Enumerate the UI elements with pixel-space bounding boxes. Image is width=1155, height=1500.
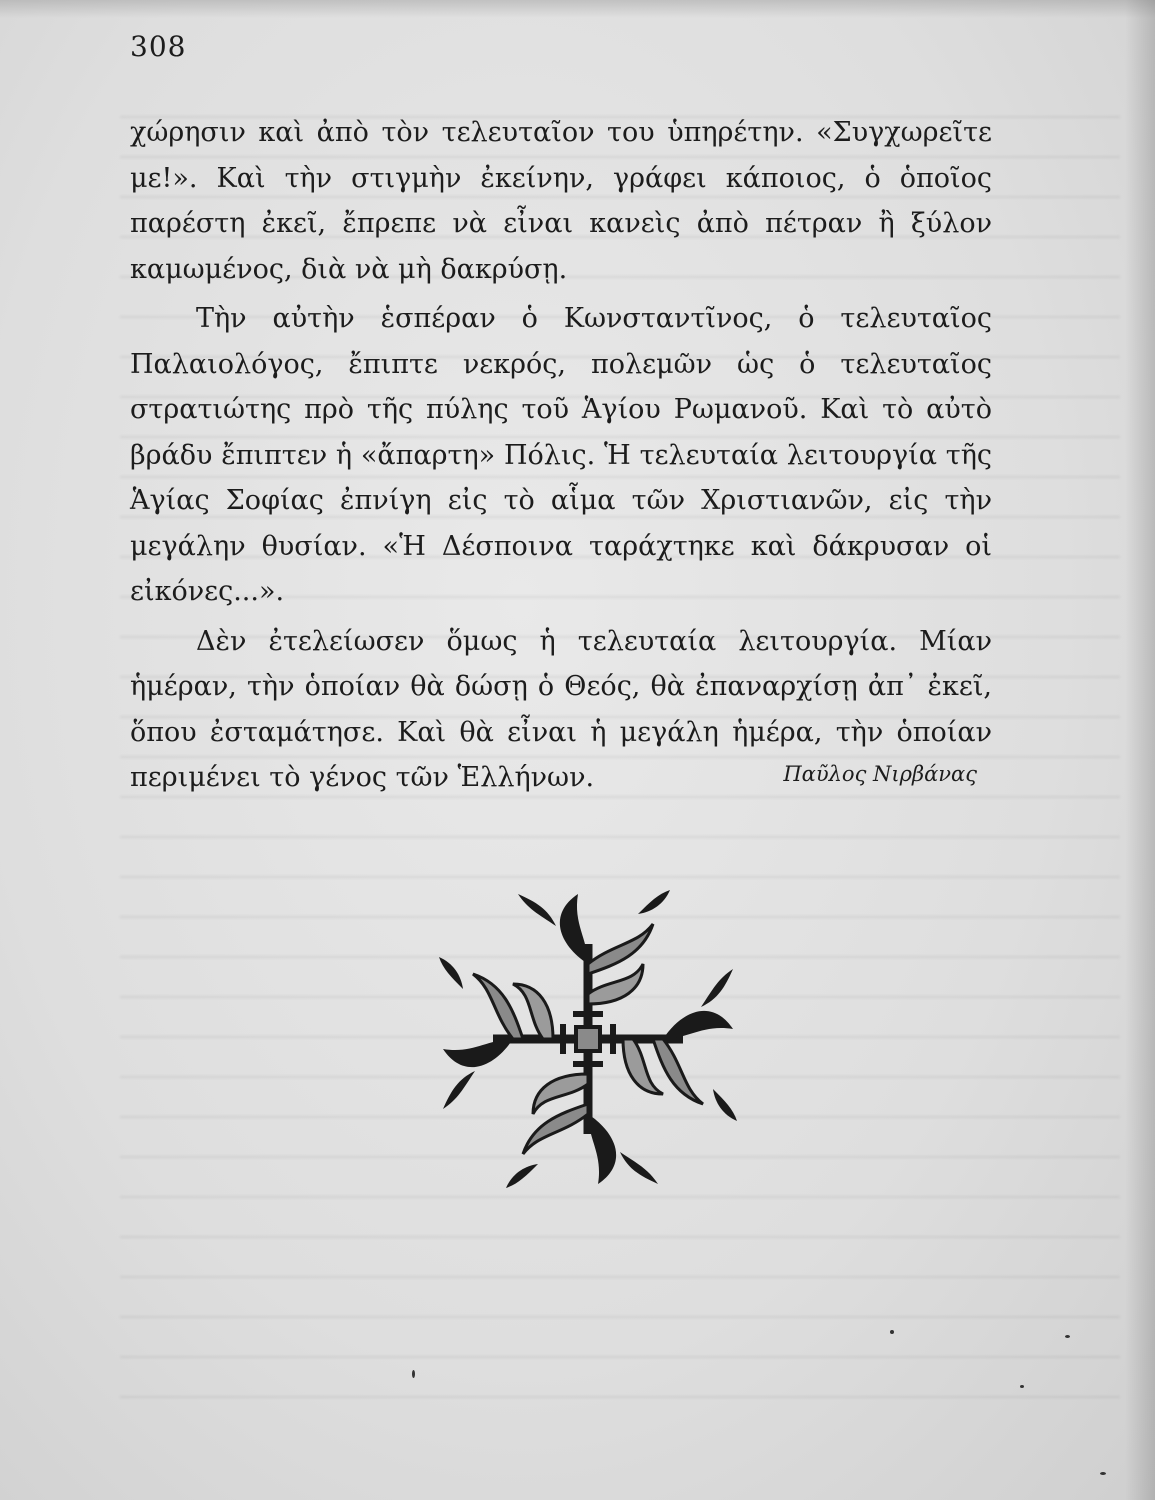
- page-top-shadow: [0, 0, 1155, 18]
- ink-speck: [890, 1330, 894, 1334]
- ink-speck: [1100, 1472, 1106, 1475]
- ink-speck: [412, 1370, 415, 1378]
- author-signature: Παῦλος Νιρβάνας: [783, 762, 977, 786]
- ink-speck: [1020, 1385, 1024, 1388]
- body-text: [130, 110, 992, 801]
- paragraph-1: χώρησιν καὶ ἀπὸ τὸν τελευταῖον του ὑπηρέτην. «Συγχωρεῖτε με!». Καὶ τὴν στιγμὴν ἐκείνην, γράφει κάποιος, ὁ ὁποῖος παρέστη ἐκεῖ, ἔπρεπε νὰ εἶναι κανεὶς ἀπὸ πέτραν ἢ ξύλον καμωμένος, διὰ νὰ μὴ δακρύσῃ.: [130, 117, 992, 285]
- ink-speck: [1065, 1335, 1070, 1338]
- floral-ornament-icon: [438, 884, 738, 1194]
- paragraph-3: Δὲν ἐτελείωσεν ὅμως ἡ τελευταία λειτουργία. Μίαν ἡμέραν, τὴν ὁποίαν θὰ δώσῃ ὁ Θεός, θὰ ἐπαναρχίσῃ ἀπ᾽ ἐκεῖ, ὅπου ἐσταμάτησε. Καὶ θὰ εἶναι ἡ μεγάλη ἡμέρα, τὴν ὁποίαν περιμένει τὸ γένος τῶν Ἑλλήνων.: [130, 625, 992, 793]
- page-number: 308: [130, 30, 187, 63]
- page-edge-shadow: [1125, 0, 1155, 1500]
- paragraph-2: Τὴν αὐτὴν ἑσπέραν ὁ Κωνσταντῖνος, ὁ τελευταῖος Παλαιολόγος, ἔπιπτε νεκρός, πολεμῶν ὡς ὁ τελευταῖος στρατιώτης πρὸ τῆς πύλης τοῦ Ἁγίου Ρωμανοῦ. Καὶ τὸ αὐτὸ βράδυ ἔπιπτεν ἡ «ἄπαρτη» Πόλις. Ἡ τελευταία λειτουργία τῆς Ἁγίας Σοφίας ἐπνίγη εἰς τὸ αἷμα τῶν Χριστιανῶν, εἰς τὴν μεγάλην θυσίαν. «Ἡ Δέσποινα ταράχτηκε καὶ δάκρυσαν οἱ εἰκόνες...».: [130, 303, 992, 607]
